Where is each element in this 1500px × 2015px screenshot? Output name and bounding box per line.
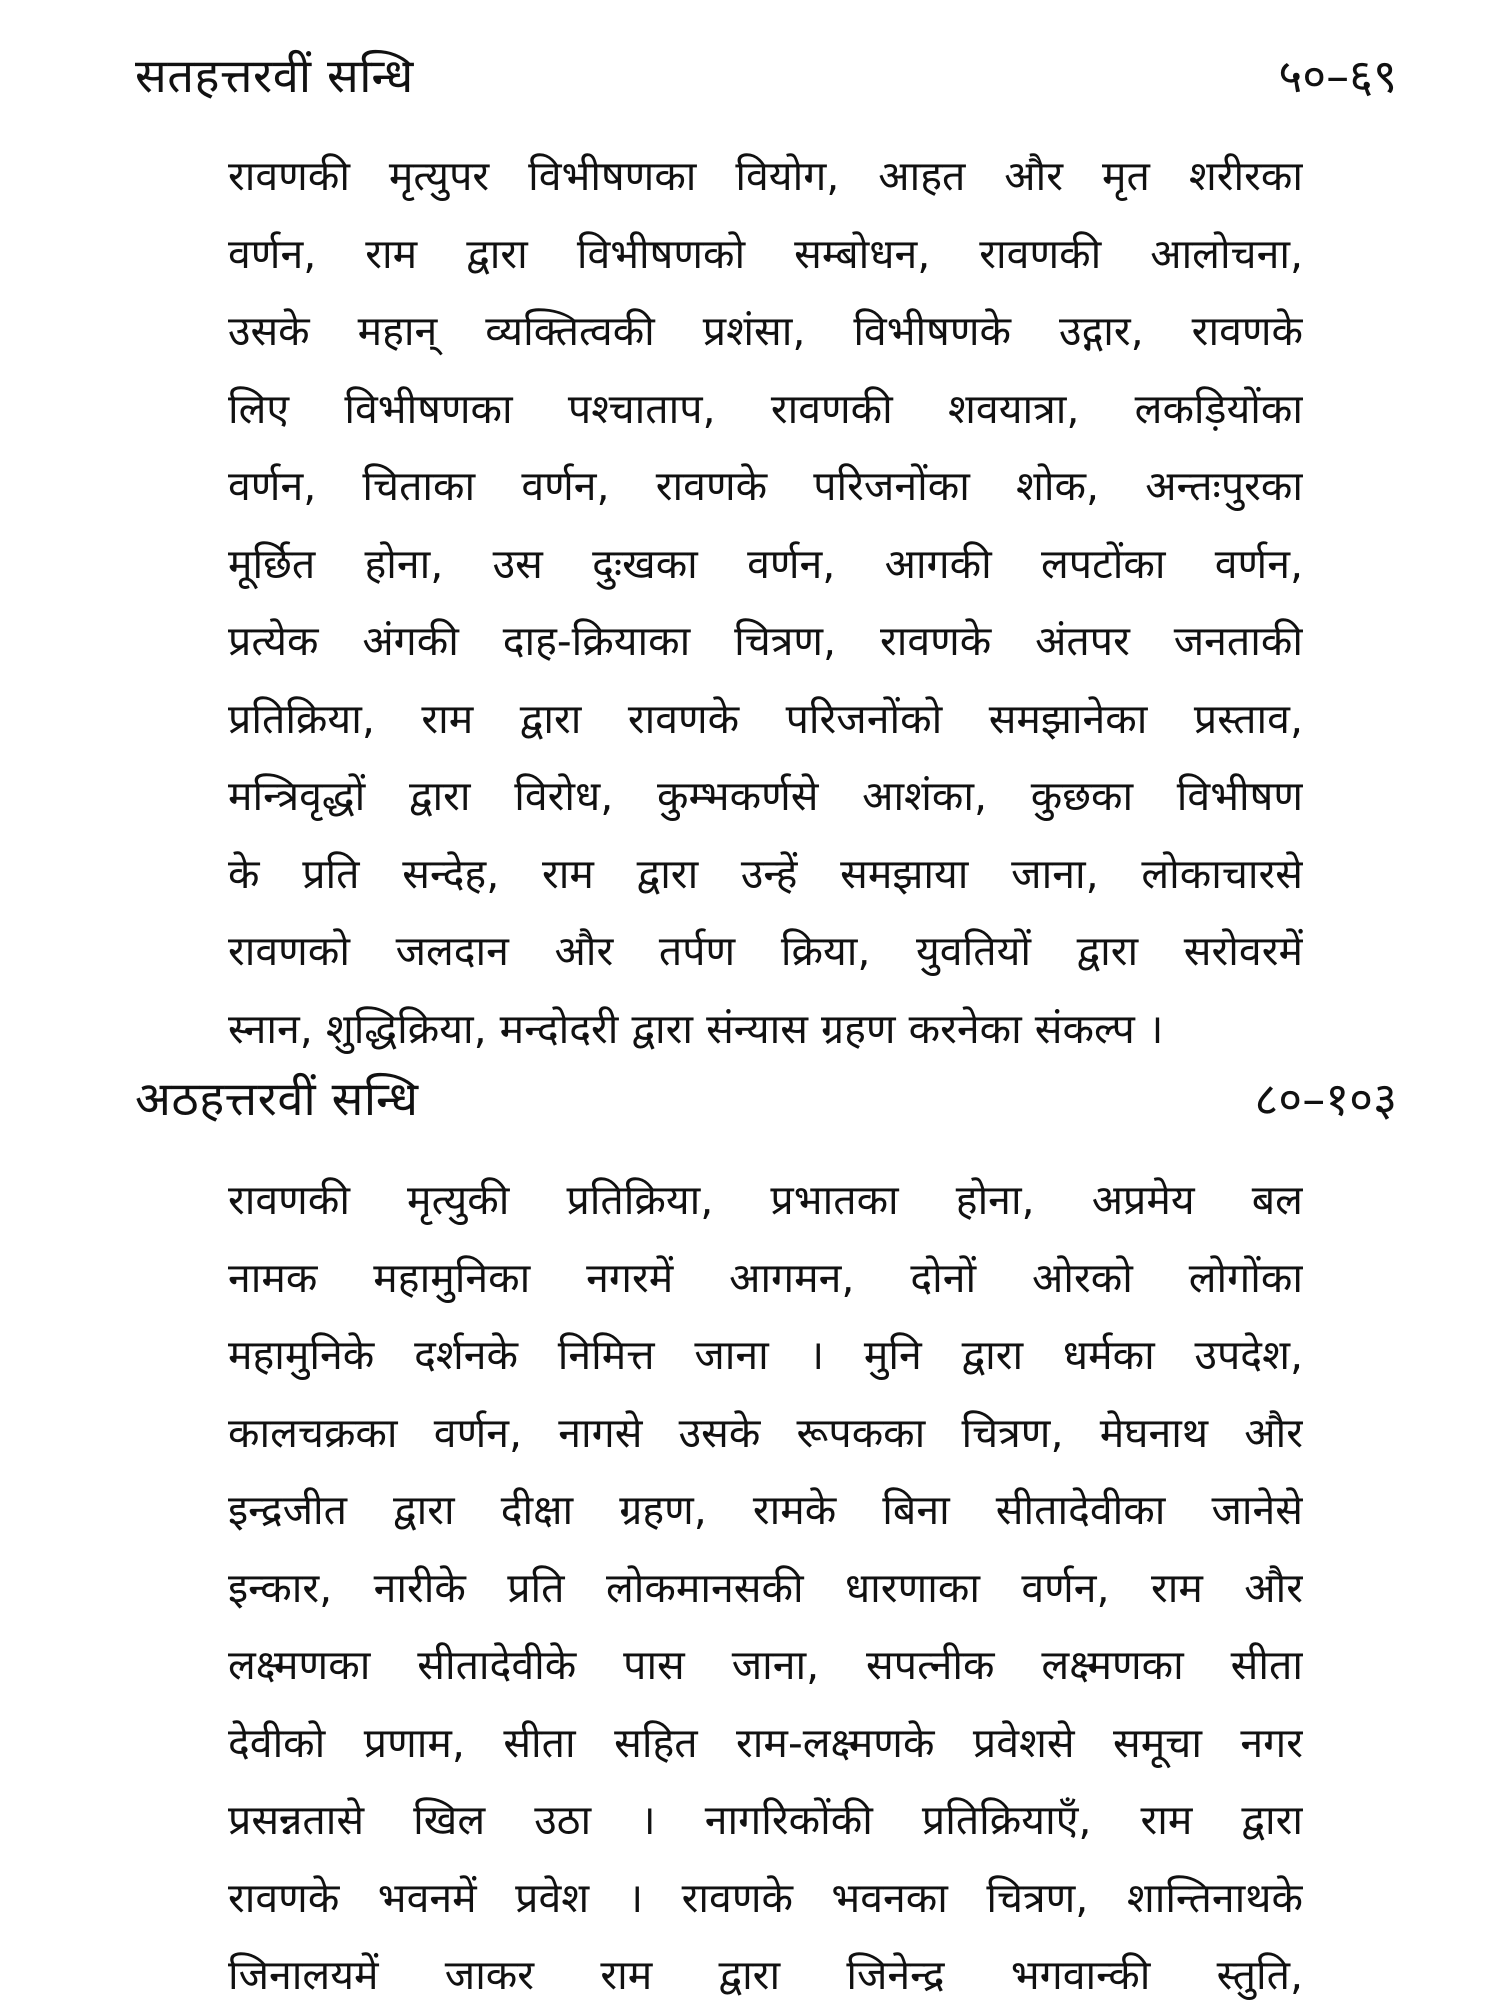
summary-line: के प्रति सन्देह, राम द्वारा उन्हें समझाया जाना, लोकाचारसे: [228, 849, 1303, 898]
section-title: अठहत्तरवीं सन्धि: [135, 1072, 419, 1127]
section-title: सतहत्तरवीं सन्धि: [135, 49, 414, 104]
summary-line: रावणको जलदान और तर्पण क्रिया, युवतियों द्वारा सरोवरमें: [228, 927, 1303, 975]
summary-line: महामुनिके दर्शनके निमित्त जाना । मुनि द्वारा धर्मका उपदेश,: [228, 1331, 1303, 1379]
summary-line: रावणकी मृत्युपर विभीषणका वियोग, आहत और मृत शरीरका: [228, 152, 1303, 200]
summary-line: नामक महामुनिका नगरमें आगमन, दोनों ओरको लोगोंका: [228, 1253, 1303, 1302]
summary-line: वर्णन, राम द्वारा विभीषणको सम्बोधन, रावणकी आलोचना,: [228, 229, 1303, 278]
summary-line: इन्द्रजीत द्वारा दीक्षा ग्रहण, रामके बिना सीतादेवीका जानेसे: [228, 1486, 1303, 1534]
summary-line: जिनालयमें जाकर राम द्वारा जिनेन्द्र भगवान्की स्तुति,: [228, 1951, 1303, 1999]
page-range: ८०–१०३: [1254, 1072, 1397, 1126]
section-heading-78: [135, 1065, 1405, 1145]
page-range: ५०–६९: [1278, 49, 1397, 103]
summary-line: इन्कार, नारीके प्रति लोकमानसकी धारणाका वर्णन, राम और: [228, 1563, 1303, 1612]
summary-line: मूर्छित होना, उस दुःखका वर्णन, आगकी लपटोंका वर्णन,: [228, 539, 1303, 588]
section-summary-77: [228, 138, 1303, 1068]
summary-line: देवीको प्रणाम, सीता सहित राम-लक्ष्मणके प्रवेशसे समूचा नगर: [228, 1718, 1303, 1767]
summary-line: प्रसन्नतासे खिल उठा । नागरिकोंकी प्रतिक्रियाएँ, राम द्वारा: [228, 1796, 1303, 1844]
summary-line: प्रत्येक अंगकी दाह-क्रियाका चित्रण, रावणके अंतपर जनताकी: [228, 617, 1303, 665]
summary-line: स्नान, शुद्धिक्रिया, मन्दोदरी द्वारा संन्यास ग्रहण करनेका संकल्प ।: [228, 1004, 1164, 1053]
summary-line: प्रतिक्रिया, राम द्वारा रावणके परिजनोंको समझानेका प्रस्ताव,: [228, 694, 1303, 743]
summary-line: लिए विभीषणका पश्चाताप, रावणकी शवयात्रा, लकड़ियोंका: [228, 384, 1303, 433]
summary-line: मन्त्रिवृद्धों द्वारा विरोध, कुम्भकर्णसे आशंका, कुछका विभीषण: [228, 772, 1303, 820]
summary-line: लक्ष्मणका सीतादेवीके पास जाना, सपत्नीक लक्ष्मणका सीता: [228, 1641, 1303, 1689]
summary-line: रावणकी मृत्युकी प्रतिक्रिया, प्रभातका होना, अप्रमेय बल: [228, 1176, 1303, 1224]
summary-line: रावणके भवनमें प्रवेश । रावणके भवनका चित्रण, शान्तिनाथके: [228, 1873, 1303, 1922]
summary-line: वर्णन, चिताका वर्णन, रावणके परिजनोंका शोक, अन्तःपुरका: [228, 462, 1303, 510]
summary-line: कालचक्रका वर्णन, नागसे उसके रूपकका चित्रण, मेघनाथ और: [228, 1408, 1303, 1457]
section-summary-78: [228, 1162, 1303, 2015]
section-heading-77: [135, 42, 1405, 122]
summary-line: उसके महान् व्यक्तित्वकी प्रशंसा, विभीषणके उद्गार, रावणके: [228, 307, 1303, 355]
